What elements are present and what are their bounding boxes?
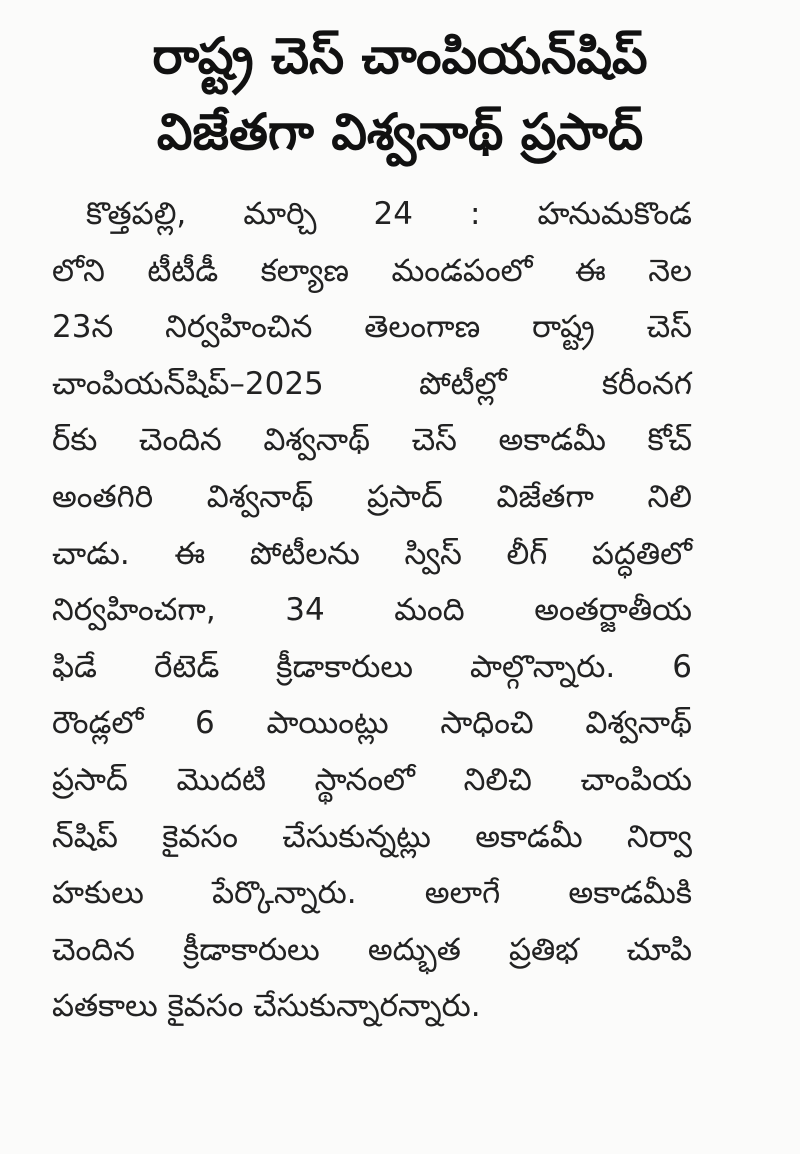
body-line: ఫిడే రేటెడ్ క్రీడాకారులు పాల్గొన్నారు. 6 [52,648,692,685]
body-line: ప్రసాద్ మొదటి స్థానంలో నిలిచి చాంపియ [52,761,692,798]
body-line: లోని టీటీడీ కల్యాణ మండపంలో ఈ నెల [52,252,692,289]
article-body [52,186,692,1035]
body-line: నిర్వహించగా, 34 మంది అంతర్జాతీయ [52,592,692,629]
body-line: చెందిన క్రీడాకారులు అద్భుత ప్రతిభ చూపి [52,931,692,968]
headline-line-2: విజేతగా విశ్వనాథ్ ప్రసాద్ [156,103,644,161]
headline-line-1: రాష్ట్ర చెస్ చాంపియన్‌షిప్ [152,27,648,85]
body-line: పతకాలు కైవసం చేసుకున్నారన్నారు. [52,988,481,1025]
body-line: 23న నిర్వహించిన తెలంగాణ రాష్ట్ర చెస్ [52,309,692,346]
body-line: న్‌షిప్ కైవసం చేసుకున్నట్లు అకాడమీ నిర్వా [52,818,692,855]
body-line: అంతగిరి విశ్వనాథ్ ప్రసాద్ విజేతగా నిలి [52,478,692,515]
body-line: రౌండ్లలో 6 పాయింట్లు సాధించి విశ్వనాథ్ [52,705,692,742]
body-line: హకులు పేర్కొన్నారు. అలాగే అకాడమీకి [52,875,693,912]
headline [0,18,800,170]
body-line: ర్‌కు చెందిన విశ్వనాథ్ చెస్ అకాడమీ కోచ్ [52,422,692,459]
body-line: కొత్తపల్లి, మార్చి 24 : హనుమకొండ [86,196,692,232]
body-line: చాంపియన్‌షిప్–2025 పోటీల్లో కరీంనగ [52,365,692,402]
body-line: చాడు. ఈ పోటీలను స్విస్ లీగ్ పద్ధతిలో [52,535,692,572]
